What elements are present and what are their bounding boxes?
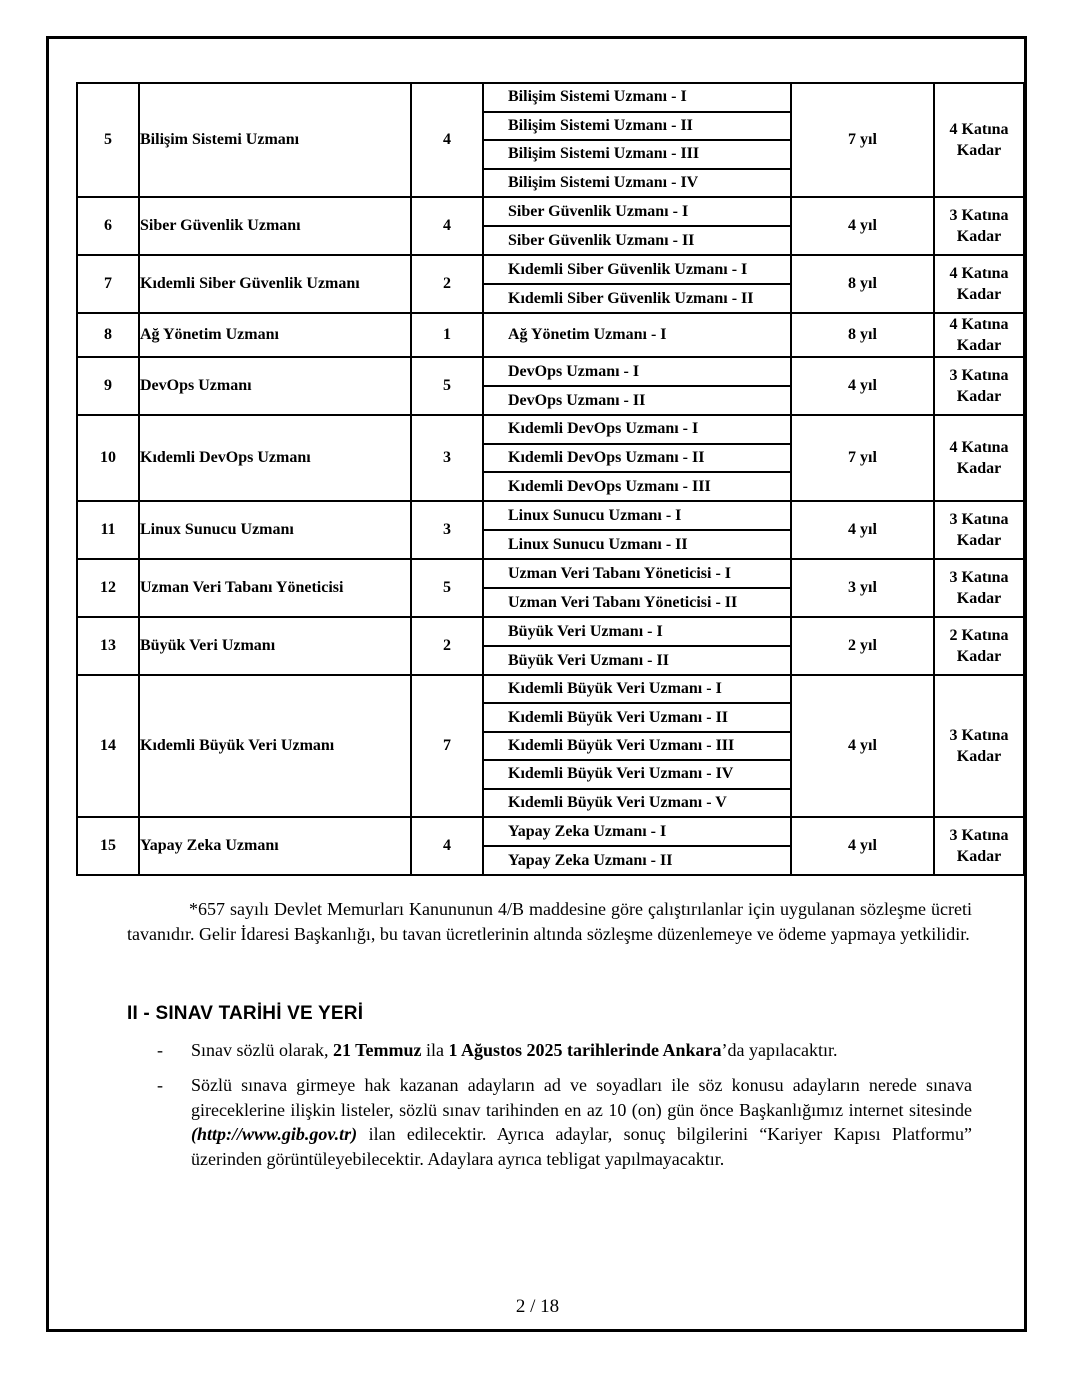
salary-multiplier (934, 357, 1024, 415)
title-item: Kıdemli DevOps Uzmanı - II (484, 443, 790, 472)
position-count: 2 (411, 255, 483, 313)
position-count: 4 (411, 197, 483, 255)
position-count: 3 (411, 415, 483, 501)
experience-requirement: 4 yıl (791, 817, 934, 875)
multiplier-value: 4 Katına (949, 265, 1009, 282)
salary-multiplier (934, 415, 1024, 501)
position-count: 5 (411, 559, 483, 617)
experience-requirement: 4 yıl (791, 675, 934, 817)
table-row (77, 357, 1024, 415)
title-item: Kıdemli DevOps Uzmanı - III (484, 471, 790, 500)
multiplier-word: Kadar (956, 648, 1002, 665)
experience-requirement: 4 yıl (791, 197, 934, 255)
title-item: Büyük Veri Uzmanı - I (508, 622, 663, 640)
position-count: 4 (411, 83, 483, 197)
position-titles (483, 357, 791, 415)
position-count: 3 (411, 501, 483, 559)
title-item: Linux Sunucu Uzmanı - II (484, 529, 790, 558)
bullet-dash: - (157, 1040, 163, 1060)
salary-multiplier (934, 817, 1024, 875)
table-row (77, 675, 1024, 817)
row-number: 14 (77, 675, 139, 817)
position-name: Kıdemli Büyük Veri Uzmanı (139, 675, 411, 817)
experience-requirement: 4 yıl (791, 501, 934, 559)
multiplier-word: Kadar (956, 748, 1002, 765)
salary-multiplier (934, 501, 1024, 559)
position-titles (483, 313, 791, 357)
position-titles (483, 83, 791, 197)
title-item: Kıdemli Büyük Veri Uzmanı - I (508, 680, 722, 698)
multiplier-word: Kadar (956, 142, 1002, 159)
exam-start-date: 21 Temmuz (332, 1040, 422, 1060)
multiplier-value: 2 Katına (949, 627, 1009, 644)
table-row (77, 817, 1024, 875)
bullet-announcement: - Sözlü sınava girmeye hak kazanan adayların ad ve soyadları ile söz konusu adayların nerede sınava gireceklerine ilişkin listeler, sözlü sınav tarihinden en az 10 (on) gün önce Başkanlığımız internet sitesinde (http://www.gib.gov.tr) ilan edilecektir. Ayrıca adaylar, sonuç bilgilerini “Kariyer Kapısı Platformu” üzerinden görüntüleyebilecektir. Adaylara ayrıca tebligat yapılmayacaktır. (157, 1075, 972, 1169)
title-item: Yapay Zeka Uzmanı - II (484, 845, 790, 874)
multiplier-word: Kadar (956, 337, 1002, 354)
multiplier-value: 3 Katına (949, 569, 1009, 586)
multiplier-value: 3 Katına (949, 827, 1009, 844)
position-name: Uzman Veri Tabanı Yöneticisi (139, 559, 411, 617)
position-name: Kıdemli DevOps Uzmanı (139, 415, 411, 501)
row-number: 13 (77, 617, 139, 675)
title-item: Bilişim Sistemi Uzmanı - I (508, 88, 687, 106)
table-row (77, 617, 1024, 675)
title-item: Büyük Veri Uzmanı - II (484, 645, 790, 674)
salary-multiplier (934, 255, 1024, 313)
title-item: Bilişim Sistemi Uzmanı - IV (484, 168, 790, 197)
salary-multiplier (934, 197, 1024, 255)
salary-multiplier (934, 617, 1024, 675)
position-count: 2 (411, 617, 483, 675)
position-name: Bilişim Sistemi Uzmanı (139, 83, 411, 197)
multiplier-word: Kadar (956, 532, 1002, 549)
table-row (77, 255, 1024, 313)
experience-requirement: 3 yıl (791, 559, 934, 617)
exam-end-date-location: 1 Ağustos 2025 tarihlerinde Ankara (448, 1040, 722, 1060)
position-titles (483, 675, 791, 817)
table-row (77, 197, 1024, 255)
footnote-text: *657 sayılı Devlet Memurları Kanununun 4/B maddesine göre çalıştırılanlar için uygulanan sözleşme ücreti tavanıdır. Gelir İdaresi Başkanlığı, bu tavan ücretlerinin altında sözleşme düzenlemeye ve ödeme yapmaya yetkilidir. (127, 899, 972, 944)
table-row (77, 415, 1024, 501)
title-item: Bilişim Sistemi Uzmanı - III (484, 139, 790, 168)
title-item: Kıdemli Büyük Veri Uzmanı - V (484, 788, 790, 816)
salary-multiplier (934, 83, 1024, 197)
multiplier-value: 4 Katına (949, 316, 1009, 333)
bullet-dash: - (157, 1075, 163, 1095)
row-number: 10 (77, 415, 139, 501)
position-name: Siber Güvenlik Uzmanı (139, 197, 411, 255)
multiplier-word: Kadar (956, 388, 1002, 405)
row-number: 7 (77, 255, 139, 313)
multiplier-value: 3 Katına (949, 727, 1009, 744)
salary-multiplier (934, 675, 1024, 817)
row-number: 5 (77, 83, 139, 197)
row-number: 15 (77, 817, 139, 875)
title-item: Kıdemli DevOps Uzmanı - I (508, 420, 699, 438)
website-link[interactable]: (http://www.gib.gov.tr) (191, 1124, 358, 1144)
title-item: Kıdemli Büyük Veri Uzmanı - II (484, 702, 790, 730)
experience-requirement: 2 yıl (791, 617, 934, 675)
title-item: Siber Güvenlik Uzmanı - II (484, 225, 790, 254)
multiplier-value: 3 Katına (949, 367, 1009, 384)
title-item: Yapay Zeka Uzmanı - I (508, 822, 667, 840)
title-item: Bilişim Sistemi Uzmanı - II (484, 111, 790, 140)
table-row (77, 559, 1024, 617)
row-number: 6 (77, 197, 139, 255)
multiplier-word: Kadar (956, 460, 1002, 477)
page-number: 2 / 18 (515, 1296, 560, 1317)
title-item: DevOps Uzmanı - II (484, 385, 790, 414)
position-titles (483, 501, 791, 559)
bullet-exam-date: - Sınav sözlü olarak, 21 Temmuz ila 1 Ağustos 2025 tarihlerinde Ankara’da yapılacaktır. (157, 1038, 972, 1063)
title-item: Kıdemli Büyük Veri Uzmanı - III (484, 731, 790, 759)
position-name: DevOps Uzmanı (139, 357, 411, 415)
experience-requirement: 7 yıl (791, 83, 934, 197)
position-name: Kıdemli Siber Güvenlik Uzmanı (139, 255, 411, 313)
row-number: 9 (77, 357, 139, 415)
multiplier-word: Kadar (956, 590, 1002, 607)
multiplier-value: 3 Katına (949, 207, 1009, 224)
position-titles (483, 559, 791, 617)
table-row (77, 313, 1024, 357)
row-number: 11 (77, 501, 139, 559)
position-count: 5 (411, 357, 483, 415)
title-item: Uzman Veri Tabanı Yöneticisi - I (508, 564, 731, 582)
title-item: Siber Güvenlik Uzmanı - I (508, 202, 689, 220)
experience-requirement: 8 yıl (791, 313, 934, 357)
footnote (127, 897, 972, 946)
position-titles (483, 415, 791, 501)
position-count: 4 (411, 817, 483, 875)
multiplier-value: 3 Katına (949, 511, 1009, 528)
salary-multiplier (934, 313, 1024, 357)
position-name: Büyük Veri Uzmanı (139, 617, 411, 675)
title-item: Linux Sunucu Uzmanı - I (508, 506, 682, 524)
title-item: Ağ Yönetim Uzmanı - I (508, 326, 667, 343)
row-number: 12 (77, 559, 139, 617)
position-titles (483, 197, 791, 255)
multiplier-value: 4 Katına (949, 121, 1009, 138)
title-item: Kıdemli Büyük Veri Uzmanı - IV (484, 759, 790, 787)
position-count: 1 (411, 313, 483, 357)
title-item: Kıdemli Siber Güvenlik Uzmanı - II (484, 283, 790, 312)
title-item: Uzman Veri Tabanı Yöneticisi - II (484, 587, 790, 616)
multiplier-word: Kadar (956, 228, 1002, 245)
table-row (77, 501, 1024, 559)
experience-requirement: 8 yıl (791, 255, 934, 313)
position-name: Yapay Zeka Uzmanı (139, 817, 411, 875)
title-item: Kıdemli Siber Güvenlik Uzmanı - I (508, 260, 748, 278)
position-count: 7 (411, 675, 483, 817)
multiplier-word: Kadar (956, 848, 1002, 865)
experience-requirement: 7 yıl (791, 415, 934, 501)
table-row (77, 83, 1024, 197)
section-heading: II - SINAV TARİHİ VE YERİ (127, 1003, 364, 1024)
position-name: Ağ Yönetim Uzmanı (139, 313, 411, 357)
position-titles (483, 617, 791, 675)
multiplier-word: Kadar (956, 286, 1002, 303)
title-item: DevOps Uzmanı - I (508, 362, 640, 380)
position-name: Linux Sunucu Uzmanı (139, 501, 411, 559)
experience-requirement: 4 yıl (791, 357, 934, 415)
position-titles (483, 255, 791, 313)
multiplier-value: 4 Katına (949, 439, 1009, 456)
row-number: 8 (77, 313, 139, 357)
positions-table (76, 82, 1025, 876)
position-titles (483, 817, 791, 875)
salary-multiplier (934, 559, 1024, 617)
